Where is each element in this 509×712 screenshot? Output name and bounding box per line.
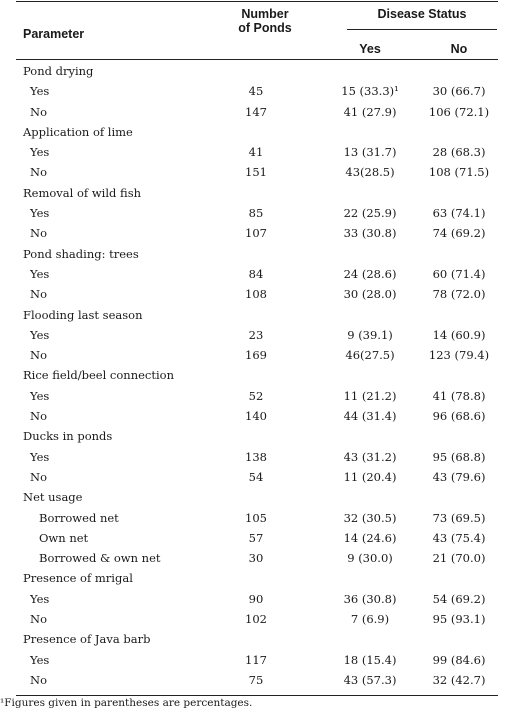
disease-no-cell: 108 (71.5)	[428, 165, 490, 180]
row-label: No	[30, 469, 47, 484]
table-row	[0, 589, 509, 609]
disease-yes-cell: 11 (21.2)	[343, 388, 397, 403]
disease-yes-cell: 7 (6.9)	[350, 612, 390, 627]
disease-no-cell: 74 (69.2)	[432, 226, 486, 241]
table-row	[0, 508, 509, 528]
disease-yes-cell: 13 (31.7)	[343, 145, 397, 160]
table-row	[0, 81, 509, 101]
disease-yes-cell: 9 (39.1)	[347, 327, 393, 342]
table-row	[0, 223, 509, 243]
footnote: ¹Figures given in parentheses are percentages.	[0, 697, 253, 709]
disease-no-cell: 123 (79.4)	[428, 348, 490, 363]
row-label: Yes	[30, 84, 50, 99]
header-no: No	[450, 42, 468, 56]
row-label: Yes	[30, 145, 50, 160]
disease-yes-cell: 24 (28.6)	[343, 266, 397, 281]
ponds-cell: 107	[245, 226, 267, 241]
ponds-cell: 85	[248, 206, 264, 221]
table-row	[0, 102, 509, 122]
row-label: Flooding last season	[23, 307, 143, 322]
table-group-row	[0, 365, 509, 385]
disease-yes-cell: 18 (15.4)	[343, 652, 397, 667]
disease-no-cell: 32 (42.7)	[432, 672, 486, 687]
disease-status-rule	[347, 29, 497, 30]
row-label: No	[30, 287, 47, 302]
table-group-row	[0, 305, 509, 325]
ponds-cell: 54	[248, 469, 264, 484]
row-label: Yes	[30, 266, 50, 281]
disease-yes-cell: 33 (30.8)	[343, 226, 397, 241]
row-label: Presence of mrigal	[23, 571, 133, 586]
disease-no-cell: 43 (75.4)	[432, 530, 486, 545]
disease-yes-cell: 9 (30.0)	[347, 551, 393, 566]
table-row	[0, 162, 509, 182]
table-row	[0, 609, 509, 629]
row-label: Yes	[30, 449, 50, 464]
ponds-cell: 102	[245, 612, 267, 627]
row-label: Yes	[30, 591, 50, 606]
table-group-row	[0, 183, 509, 203]
disease-no-cell: 54 (69.2)	[432, 591, 486, 606]
table-group-row	[0, 426, 509, 446]
row-label: Ducks in ponds	[23, 429, 113, 444]
table-row	[0, 650, 509, 670]
table-group-row	[0, 61, 509, 81]
ponds-cell: 90	[248, 591, 264, 606]
table-row	[0, 548, 509, 568]
disease-yes-cell: 15 (33.3)¹	[341, 84, 399, 99]
row-label: Pond drying	[23, 64, 94, 78]
ponds-cell: 57	[248, 530, 264, 545]
disease-no-cell: 30 (66.7)	[432, 84, 486, 99]
ponds-cell: 30	[248, 551, 264, 566]
disease-no-cell: 106 (72.1)	[428, 104, 490, 119]
table-row	[0, 264, 509, 284]
disease-yes-cell: 41 (27.9)	[343, 104, 397, 119]
disease-no-cell: 21 (70.0)	[432, 551, 486, 566]
table-group-row	[0, 244, 509, 264]
header-ponds-line1: Number	[241, 7, 289, 21]
table-row	[0, 670, 509, 690]
disease-yes-cell: 44 (31.4)	[343, 409, 397, 424]
ponds-cell: 151	[245, 165, 267, 180]
disease-no-cell: 43 (79.6)	[432, 469, 486, 484]
row-label: Yes	[30, 206, 50, 221]
row-label: Presence of Java barb	[23, 632, 151, 647]
table-row	[0, 203, 509, 223]
disease-no-cell: 28 (68.3)	[432, 145, 486, 160]
table-row	[0, 467, 509, 487]
disease-yes-cell: 43 (31.2)	[343, 449, 397, 464]
disease-yes-cell: 32 (30.5)	[343, 510, 397, 525]
row-label: No	[30, 226, 47, 241]
disease-no-cell: 60 (71.4)	[432, 266, 486, 281]
row-label: Application of lime	[23, 124, 133, 139]
row-label: Borrowed & own net	[39, 551, 161, 566]
row-label: Yes	[30, 327, 50, 342]
row-label: No	[30, 348, 47, 363]
ponds-cell: 138	[245, 449, 267, 464]
table-row	[0, 325, 509, 345]
table-row	[0, 386, 509, 406]
table-row	[0, 345, 509, 365]
ponds-cell: 147	[245, 104, 267, 119]
header-yes: Yes	[359, 42, 381, 56]
table-group-row	[0, 629, 509, 649]
top-rule	[16, 1, 498, 2]
row-label: Yes	[30, 652, 50, 667]
ponds-cell: 84	[248, 266, 264, 281]
disease-no-cell: 95 (93.1)	[432, 612, 486, 627]
table-group-row	[0, 122, 509, 142]
disease-no-cell: 73 (69.5)	[432, 510, 486, 525]
disease-no-cell: 78 (72.0)	[432, 287, 486, 302]
table-body	[0, 61, 509, 690]
row-label: Net usage	[23, 490, 83, 505]
row-label: Pond shading: trees	[23, 246, 139, 261]
disease-yes-cell: 46(27.5)	[345, 348, 395, 363]
disease-no-cell: 96 (68.6)	[432, 409, 486, 424]
disease-no-cell: 41 (78.8)	[432, 388, 486, 403]
ponds-cell: 75	[248, 672, 264, 687]
row-label: Rice field/beel connection	[23, 368, 174, 383]
disease-no-cell: 95 (68.8)	[432, 449, 486, 464]
row-label: No	[30, 612, 47, 627]
row-label: Borrowed net	[39, 510, 119, 525]
table-row	[0, 142, 509, 162]
header-parameter: Parameter	[23, 27, 85, 41]
header-ponds-line2: of Ponds	[238, 21, 292, 35]
table-group-row	[0, 568, 509, 588]
header-rule	[16, 59, 498, 60]
row-label: Yes	[30, 388, 50, 403]
row-label: Removal of wild fish	[23, 185, 142, 200]
header-disease-status: Disease Status	[377, 7, 467, 21]
disease-yes-cell: 22 (25.9)	[343, 206, 397, 221]
ponds-cell: 169	[245, 348, 267, 363]
ponds-cell: 140	[245, 409, 267, 424]
disease-yes-cell: 43 (57.3)	[343, 672, 397, 687]
row-label: Own net	[39, 530, 89, 545]
disease-no-cell: 63 (74.1)	[432, 206, 486, 221]
disease-yes-cell: 14 (24.6)	[343, 530, 397, 545]
table-row	[0, 528, 509, 548]
ponds-cell: 52	[248, 388, 264, 403]
table-group-row	[0, 487, 509, 507]
disease-no-cell: 14 (60.9)	[432, 327, 486, 342]
ponds-cell: 117	[245, 652, 267, 667]
row-label: No	[30, 672, 47, 687]
ponds-cell: 45	[248, 84, 264, 99]
disease-yes-cell: 11 (20.4)	[343, 469, 397, 484]
disease-no-cell: 99 (84.6)	[432, 652, 486, 667]
disease-yes-cell: 36 (30.8)	[343, 591, 397, 606]
bottom-rule	[16, 695, 498, 696]
ponds-cell: 23	[248, 327, 264, 342]
row-label: No	[30, 104, 47, 119]
ponds-cell: 108	[245, 287, 267, 302]
table-row	[0, 447, 509, 467]
ponds-cell: 41	[248, 145, 264, 160]
row-label: No	[30, 165, 47, 180]
disease-yes-cell: 43(28.5)	[345, 165, 395, 180]
disease-yes-cell: 30 (28.0)	[343, 287, 397, 302]
table-row	[0, 284, 509, 304]
ponds-cell: 105	[245, 510, 267, 525]
table-row	[0, 406, 509, 426]
row-label: No	[30, 409, 47, 424]
